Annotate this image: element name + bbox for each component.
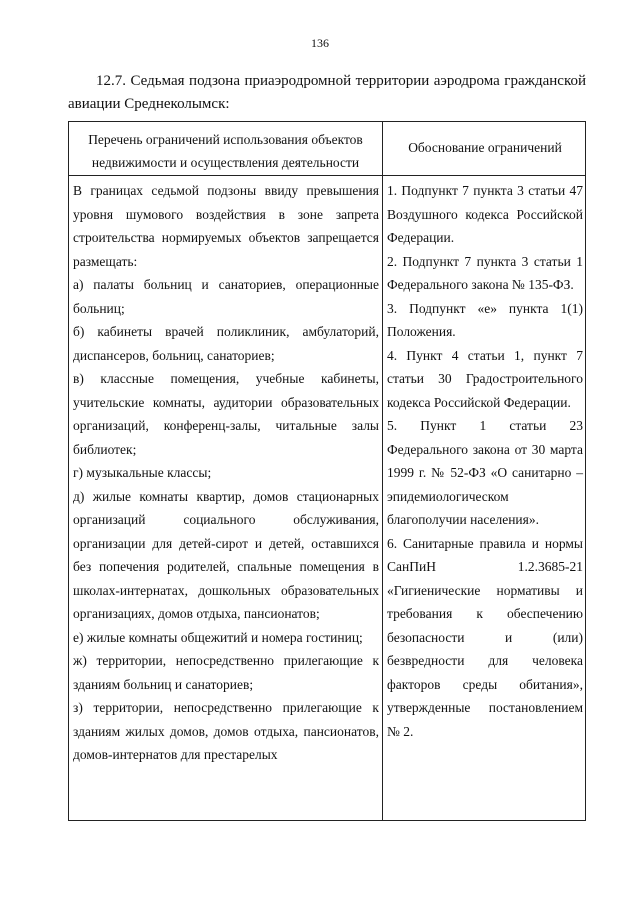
restriction-item-e: е) жилые комнаты общежитий и номера гостиниц; xyxy=(73,629,363,645)
restriction-item-z: з) территории, непосредственно прилегающие к зданиям жилых домов, домов отдыха, пансионатов, домов-интернатов для престарелых xyxy=(73,700,379,762)
header-restrictions: Перечень ограничений использования объектов недвижимости и осуществления деятельности xyxy=(88,132,363,170)
justification-3: 3. Подпункт «е» пункта 1(1) Положения. xyxy=(387,300,583,339)
restriction-item-d: д) жилые комнаты квартир, домов стационарных организаций социального обслуживания, организации для детей-сирот и детей, оставшихся без попечения родителей, спальные помещения в школах-интернатах, дошкольных образовательных организациях, домов отдыха, пансионатов; xyxy=(73,488,379,621)
restrictions-column xyxy=(73,179,379,767)
restriction-item-v: в) классные помещения, учебные кабинеты, учительские комнаты, аудитории образовательных организаций, конференц-залы, читальные залы библиотек; xyxy=(73,371,379,457)
justification-4: 4. Пункт 4 статьи 1, пункт 7 статьи 30 Градостроительного кодекса Российской Федерации. xyxy=(387,347,583,410)
justification-5: 5. Пункт 1 статьи 23 Федерального закона от 30 марта 1999 г. № 52-ФЗ «О санитарно – эпидемиологическом благополучии населения». xyxy=(387,418,583,527)
justification-1: 1. Подпункт 7 пункта 3 статьи 47 Воздушного кодекса Российской Федерации. xyxy=(387,183,583,245)
justification-column xyxy=(387,179,583,743)
header-divider xyxy=(69,175,585,176)
justification-6: 6. Санитарные правила и нормы СанПиН 1.2.3685-21 «Гигиенические нормативы и требования к обеспечению безопасности и (или) безвредности для человека факторов среды обитания», утвержденные постановлением № 2. xyxy=(387,535,583,739)
restriction-intro: В границах седьмой подзоны ввиду превышения уровня шумового воздействия в зоне запрета строительства нормируемых объектов запрещается размещать: xyxy=(73,183,379,269)
restrictions-table xyxy=(68,121,586,821)
column-divider xyxy=(382,122,383,820)
restriction-item-zh: ж) территории, непосредственно прилегающие к зданиям больниц и санаториев; xyxy=(73,653,379,692)
restriction-item-b: б) кабинеты врачей поликлиник, амбулаторий, диспансеров, больниц, санаториев; xyxy=(73,324,379,363)
page-number: 136 xyxy=(311,36,329,50)
justification-2: 2. Подпункт 7 пункта 3 статьи 1 Федерального закона № 135-ФЗ. xyxy=(387,253,583,292)
section-heading: 12.7. Седьмая подзона приаэродромной территории аэродрома гражданской авиации Среднеколымск: xyxy=(68,73,586,112)
restriction-item-a: а) палаты больниц и санаториев, операционные больниц; xyxy=(73,277,379,316)
header-justification: Обоснование ограничений xyxy=(408,140,562,155)
restriction-item-g: г) музыкальные классы; xyxy=(73,465,212,480)
